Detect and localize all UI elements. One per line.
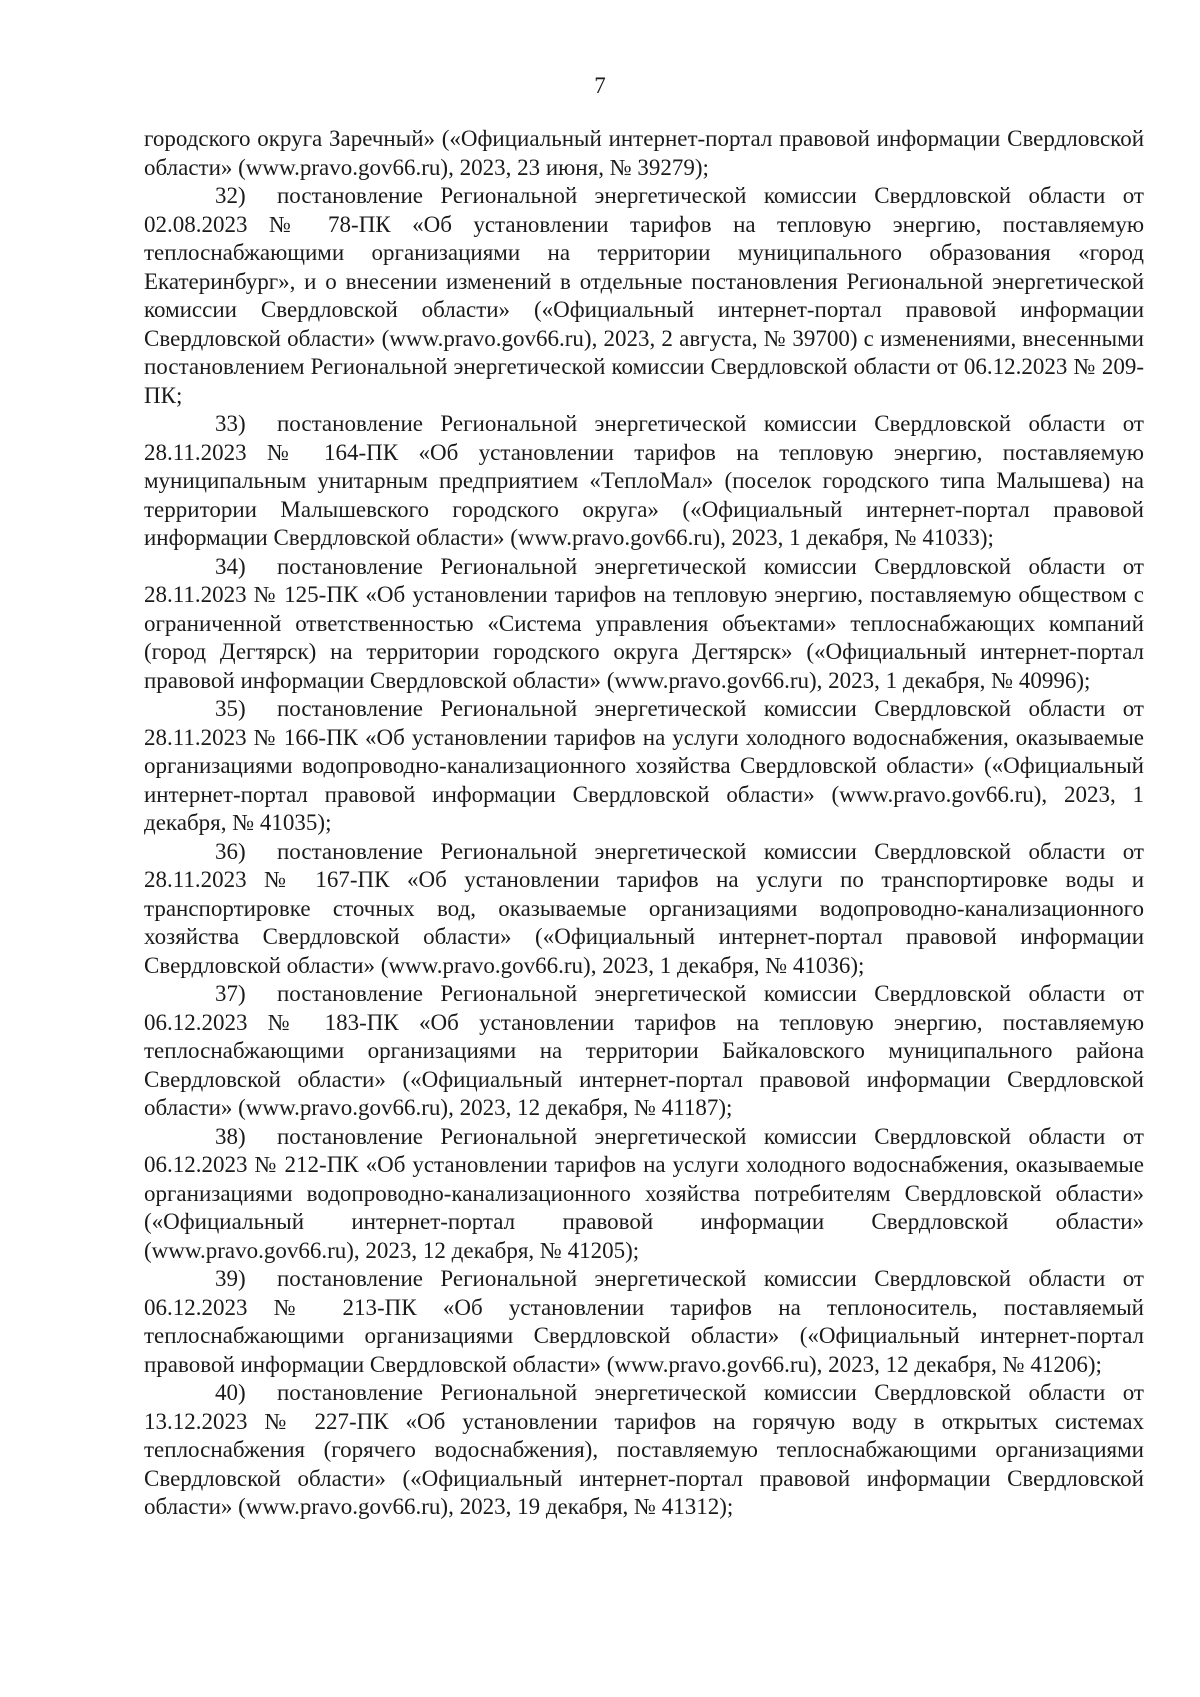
list-item xyxy=(144,410,1144,553)
list-item-text: постановление Региональной энергетической комиссии Свердловской области от 13.12.2023 № 227-ПК «Об установлении тарифов на горячую воду в открытых системах теплоснабжения (горячего водоснабжения), поставляемую теплоснабжающими организациями Свердловской области» («Официальный интернет-портал правовой информации Свердловской области» (www.pravo.gov66.ru), 2023, 19 декабря, № 41312); xyxy=(144,1380,1144,1519)
list-item xyxy=(144,838,1144,981)
list-item-text: постановление Региональной энергетической комиссии Свердловской области от 28.11.2023 № 166-ПК «Об установлении тарифов на услуги холодного водоснабжения, оказываемые организациями водопроводно-канализационного хозяйства Свердловской области» («Официальный интернет-портал правовой информации Свердловской области» (www.pravo.gov66.ru), 2023, 1 декабря, № 41035); xyxy=(144,696,1144,835)
page-number: 7 xyxy=(594,73,606,98)
list-item-number: 33) xyxy=(215,411,246,436)
continuation-paragraph: городского округа Заречный» («Официальный интернет-портал правовой информации Свердловской области» (www.pravo.gov66.ru), 2023, 23 июня, № 39279); xyxy=(144,126,1144,180)
list-item-text: постановление Региональной энергетической комиссии Свердловской области от 06.12.2023 № 212-ПК «Об установлении тарифов на услуги холодного водоснабжения, оказываемые организациями водопроводно-канализационного хозяйства потребителям Свердловской области» («Официальный интернет-портал правовой информации Свердловской области» (www.pravo.gov66.ru), 2023, 12 декабря, № 41205); xyxy=(144,1123,1144,1263)
document-body xyxy=(144,125,1144,1522)
list-item-number: 38) xyxy=(215,1123,246,1149)
list-item-text: постановление Региональной энергетической комиссии Свердловской области от 28.11.2023 № 164-ПК «Об установлении тарифов на тепловую энергию, поставляемую муниципальным унитарным предприятием «ТеплоМал» (поселок городского типа Малышева) на территории Малышевского городского округа» («Официальный интернет-портал правовой информации Свердловской области» (www.pravo.gov66.ru), 2023, 1 декабря, № 41033); xyxy=(144,411,1144,550)
list-item-number: 32) xyxy=(215,183,246,208)
list-item xyxy=(144,182,1144,410)
list-item-number: 39) xyxy=(215,1266,246,1291)
list-item xyxy=(144,553,1144,696)
list-item-number: 34) xyxy=(215,553,246,579)
list-item xyxy=(144,1123,1144,1266)
list-item-number: 40) xyxy=(215,1380,246,1405)
list-item xyxy=(144,695,1144,838)
list-item-text: постановление Региональной энергетической комиссии Свердловской области от 28.11.2023 № 125-ПК «Об установлении тарифов на тепловую энергию, поставляемую обществом с ограниченной ответственностью «Система управления объектами» теплоснабжающих компаний (город Дегтярск) на территории городского округа Дегтярск» («Официальный интернет-портал правовой информации Свердловской области» (www.pravo.gov66.ru), 2023, 1 декабря, № 40996); xyxy=(144,553,1144,693)
list-item xyxy=(144,1379,1144,1522)
list-item-number: 36) xyxy=(215,838,246,864)
list-item-number: 37) xyxy=(215,981,246,1006)
list-item xyxy=(144,1265,1144,1379)
list-item-text: постановление Региональной энергетической комиссии Свердловской области от 06.12.2023 № 213-ПК «Об установлении тарифов на теплоноситель, поставляемый теплоснабжающими организациями Свердловской области» («Официальный интернет-портал правовой информации Свердловской области» (www.pravo.gov66.ru), 2023, 12 декабря, № 41206); xyxy=(144,1266,1144,1377)
list-item-text: постановление Региональной энергетической комиссии Свердловской области от 28.11.2023 № 167-ПК «Об установлении тарифов на услуги по транспортировке воды и транспортировке сточных вод, оказываемые организациями водопроводно-канализационного хозяйства Свердловской области» («Официальный интернет-портал правовой информации Свердловской области» (www.pravo.gov66.ru), 2023, 1 декабря, № 41036); xyxy=(144,838,1144,978)
list-item-text: постановление Региональной энергетической комиссии Свердловской области от 02.08.2023 № 78-ПК «Об установлении тарифов на тепловую энергию, поставляемую теплоснабжающими организациями на территории муниципального образования «город Екатеринбург», и о внесении изменений в отдельные постановления Региональной энергетической комиссии Свердловской области» («Официальный интернет-портал правовой информации Свердловской области» (www.pravo.gov66.ru), 2023, 2 августа, № 39700) с изменениями, внесенными постановлением Региональной энергетической комиссии Свердловской области от 06.12.2023 № 209-ПК; xyxy=(144,183,1144,408)
list-item-number: 35) xyxy=(215,696,246,721)
list-item-text: постановление Региональной энергетической комиссии Свердловской области от 06.12.2023 № 183-ПК «Об установлении тарифов на тепловую энергию, поставляемую теплоснабжающими организациями на территории Байкаловского муниципального района Свердловской области» («Официальный интернет-портал правовой информации Свердловской области» (www.pravo.gov66.ru), 2023, 12 декабря, № 41187); xyxy=(144,981,1144,1120)
list-item xyxy=(144,980,1144,1123)
